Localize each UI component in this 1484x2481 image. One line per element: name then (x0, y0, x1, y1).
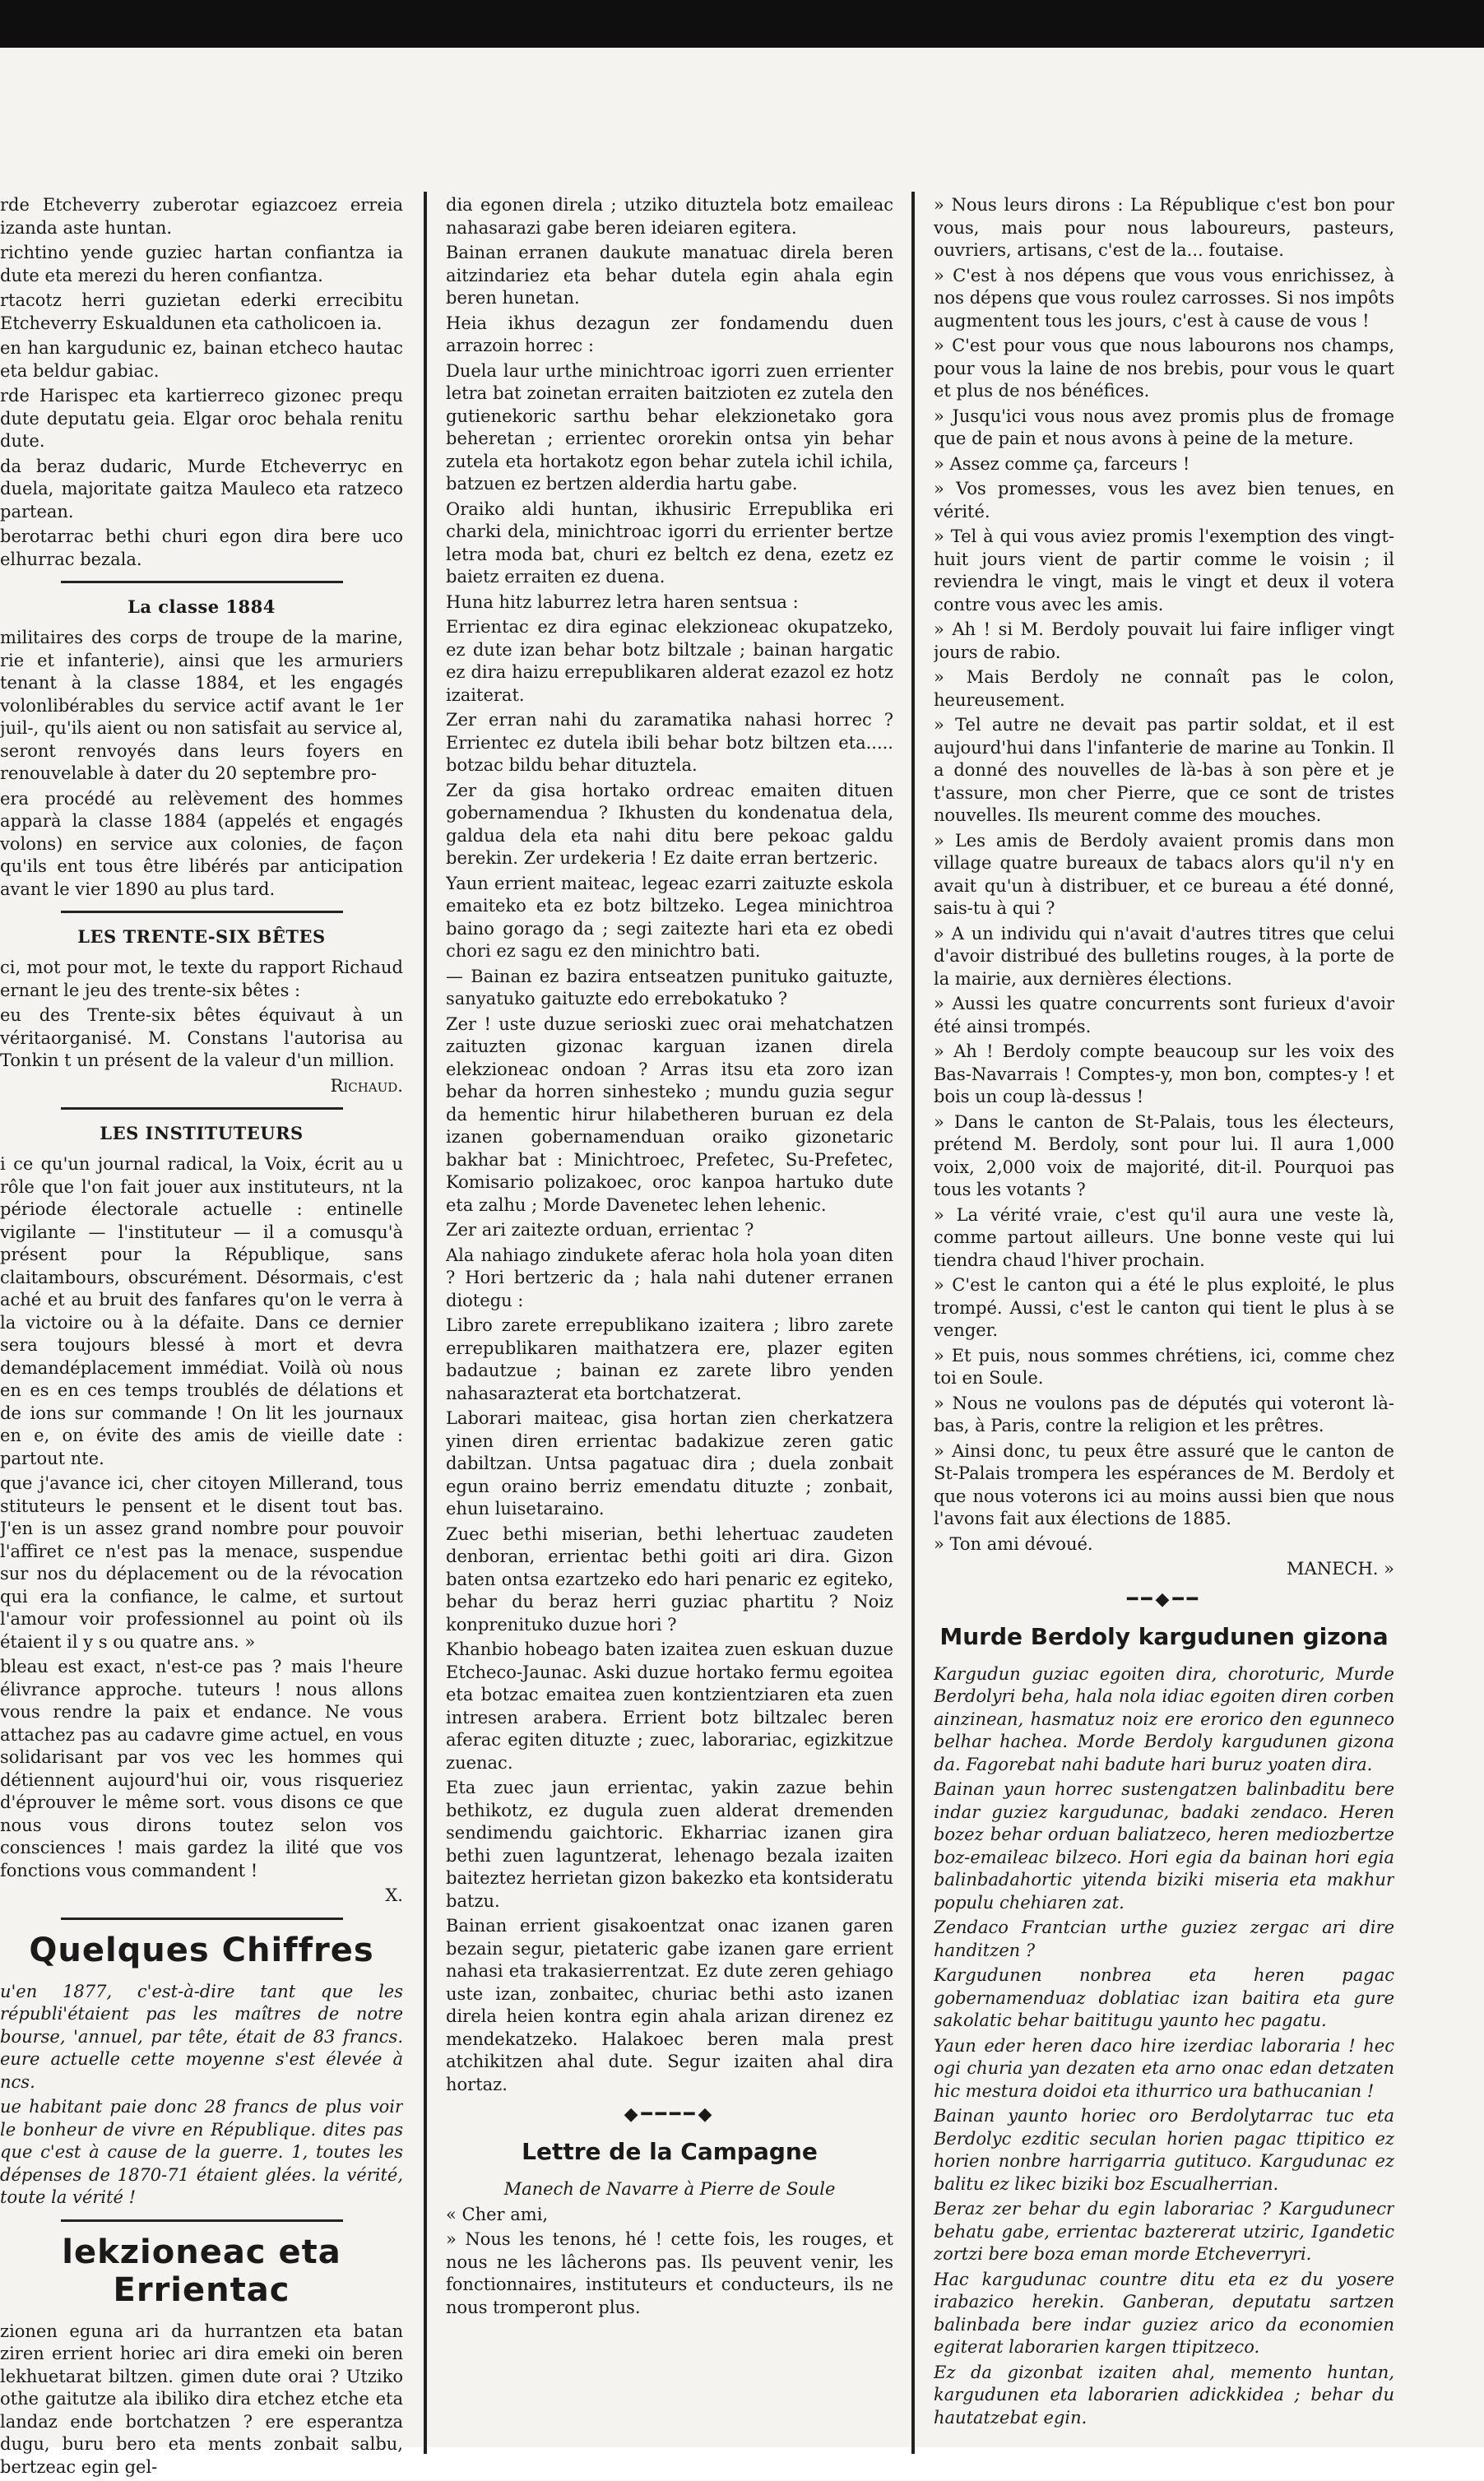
paragraph: eu des Trente-six bêtes équivaut à un véritaorganisé. M. Constans l'autorisa au Tonkin t un présent de la valeur d'un million. (0, 1005, 403, 1070)
signature: X. (385, 1885, 403, 1905)
paragraph: Zer ari zaitezte orduan, errientac ? (446, 1220, 754, 1240)
subtitle: Manech de Navarre à Pierre de Soule (503, 2179, 836, 2199)
section-heading: Murde Berdoly kargudunen gizona (939, 1622, 1389, 1650)
paragraph: Zer da gisa hortako ordreac emaiten dituen gobernamendua ? Ikhusten du kondenatua dela, galdua dela eta nahi ditu bere pekoac galdu berekin. Zer urdekeria ! Ez daite erran bertzeric. (446, 780, 893, 868)
paragraph: Oraiko aldi huntan, ikhusiric Errepublika eri charki dela, minichtroac igorri du errienter bertze letra moda bat, churi ez beltch ez dena, ezetz ez baietz erraiten ez duena. (446, 499, 893, 587)
section-heading: LES INSTITUTEURS (100, 1123, 304, 1143)
paragraph: ue habitant paie donc 28 francs de plus voir le bonheur de vivre en République. dites pas que c'est à cause de la guerre. 1, toutes les dépenses de 1870-71 étaient glées. la vérité, toute la vérité ! (0, 2097, 403, 2207)
paragraph: Bainan yaun horrec sustengatzen balinbaditu bere indar guziez kargudunac, badaki zendaco. Heren bozez behar orduan baliatzeco, heren mediozbertze boz-emaileac bilzeco. Hori egia da bainan hori egia balinbadahortic yitenda biziki miseria eta makhur populu chehiaren zat. (934, 1779, 1394, 1913)
paragraph: berotarrac bethi churi egon dira bere uco elhurrac bezala. (0, 526, 403, 569)
paragraph: Beraz zer behar du egin laborariac ? Kargudunecr behatu gabe, errientac baztererat utziric, Igandetic zortzi bere boza eman morde Etcheverryri. (934, 2199, 1394, 2264)
paragraph: Eta zuec jaun errientac, yakin zazue behin bethikotz, ez dugula zuen alderat dremenden sendimendu gaichtoric. Ekharriac izanen gira bethi zuen laguntzerat, lehenago bezala izaiten baiteztez herrietan gizon bakezko eta kontsideratu batzu. (446, 1778, 893, 1911)
paragraph: » Assez comme ça, farceurs ! (934, 453, 1190, 474)
paragraph: Yaun errient maiteac, legeac ezarri zaituzte eskola emaiteko eta ez botz biltzeko. Legea minichtroa baino gorago da ; segi zaitezte hari eta ez obedi chori ez sagu ez den minichtro bati. (446, 873, 893, 961)
paragraph: ci, mot pour mot, le texte du rapport Richaud ernant le jeu des trente-six bêtes : (0, 958, 403, 1000)
paragraph: rde Harispec eta kartierreco gizonec prequ dute deputatu geia. Elgar oroc behala renitu dute. (0, 386, 403, 451)
paragraph: Bainan yaunto horiec oro Berdolytarrac tuc eta Berdolyc ezditic seculan horien pagac ttipitico ez horien nonbre harrigarria gutituco. Kargudunac ez balitu ez likec biziki boz Escualherrian. (934, 2106, 1394, 2194)
paragraph: « Cher ami, (446, 2204, 549, 2224)
paragraph: Zer erran nahi du zaramatika nahasi horrec ? Errientec ez dutela ibili behar botz biltzen eta..... botzac bildu behar dituztela. (446, 710, 893, 775)
paragraph: u'en 1877, c'est-à-dire tant que les républi'étaient pas les maîtres de notre bourse, 'annuel, par tête, était de 83 francs. eure actuelle cette moyenne s'est élevée à ncs. (0, 1981, 403, 2092)
paragraph: Kargudun guziac egoiten dira, choroturic, Murde Berdolyri beha, hala nola idiac egoiten diren corben ainzinean, hasmatuz noiz ere erorico den egunneco belhar hachea. Morde Berdoly kargudunen gizona da. Fagorebat nahi badute hari buruz yoaten dira. (934, 1663, 1394, 1774)
paragraph: » Ainsi donc, tu peux être assuré que le canton de St-Palais trompera les espérances de M. Berdoly et que nous voterons ici au moins aussi bien que nous l'avons fait aux élections de 1885. (934, 1440, 1394, 1528)
paragraph: en han kargudunic ez, bainan etcheco hautac eta beldur gabiac. (0, 338, 403, 381)
paragraph: Zendaco Frantcian urthe guziez zergac ari dire handitzen ? (934, 1918, 1394, 1960)
paragraph: » La vérité vraie, c'est qu'il aura une veste là, comme partout ailleurs. Une bonne veste qui lui tiendra chaud l'hiver prochain. (934, 1204, 1394, 1270)
section-divider (61, 581, 343, 583)
paragraph: Bainan erranen daukute manatuac direla beren aitzindariez eta behar dutela egin ahala egin beren hunetan. (446, 243, 893, 308)
paragraph: » Et puis, nous sommes chrétiens, ici, comme chez toi en Soule. (934, 1345, 1394, 1388)
paragraph: — Bainan ez bazira entseatzen punituko gaituzte, sanyatuko gaituzte edo errebokatuko ? (446, 966, 893, 1009)
section-divider (61, 1918, 343, 1920)
paragraph: Heia ikhus dezagun zer fondamendu duen arrazoin horrec : (446, 313, 893, 355)
paragraph: » C'est à nos dépens que vous vous enrichissez, à nos dépens que vous roulez carrosses. Si nos impôts augmentent tous les jours, c'est à cause de vous ! (934, 265, 1394, 331)
paragraph: » C'est le canton qui a été le plus exploité, le plus trompé. Aussi, c'est le canton qui tient le plus à se venger. (934, 1275, 1394, 1340)
paragraph: » Les amis de Berdoly avaient promis dans mon village quatre bureaux de tabacs alors qu'il n'y en avait qu'un à distribuer, et ce bureau a été donné, sais-tu à qui ? (934, 830, 1394, 918)
column-3 (934, 194, 1394, 2432)
ornament-divider: ━━◆━━ (1127, 1588, 1201, 1610)
paragraph: » Nous ne voulons pas de députés qui voteront là-bas, à Paris, contre la religion et les prêtres. (934, 1393, 1394, 1435)
paragraph: Ez da gizonbat izaiten ahal, memento huntan, kargudunen eta laborarien adickkidea ; behar du hautatzebat egin. (934, 2362, 1394, 2428)
paragraph: » Dans le canton de St-Palais, tous les électeurs, prétend M. Berdoly, sont pour lui. Il aura 1,000 voix, 2,000 voix de majorité, dit-il. Pourquoi pas tous les votants ? (934, 1111, 1394, 1199)
section-heading: Quelques Chiffres (29, 1931, 374, 1969)
paragraph: richtino yende guziec hartan confiantza ia dute eta merezi du heren confiantza. (0, 243, 403, 285)
paragraph: zionen eguna ari da hurrantzen eta batan ziren errient horiec ari dira emeki oin beren lekhuetarat biltzen. gimen dute orai ? Utziko othe gaitutze ala ibiliko dira etchez etche eta landaz ende bortchatzen ? ere esperantza dugu, buru bero eta ments zonbait salbu, bertzeac egin gel- (0, 2321, 403, 2477)
paragraph: Duela laur urthe minichtroac igorri zuen errienter letra bat zoinetan erraiten baitzioten ez zutela den gutienekoric sarthu behar elekzionetako gora beheretan ; errientec ororekin ontsa yin behar zutela eta hortakotz egon behar zutela ichil ichila, batzuen ez bertzen alderdia hartu gabe. (446, 360, 893, 494)
paragraph: Zuec bethi miserian, bethi lehertuac zaudeten denboran, errientac bethi goiti ari dira. Gizon baten ontsa ezartzeko edo hari penaric ez egiteko, behar du beraz herri guziac phartitu ? Noiz konprenituko duzue hori ? (446, 1523, 893, 1635)
paragraph: Laborari maiteac, gisa hortan zien cherkatzera yinen diren errientac badakizue zeren gatic dabiltzan. Untsa pagatuac dira ; duela zonbait egun oraino berriz emendatu dituzte ; zonbait, ehun luisetaraino. (446, 1408, 893, 1519)
paragraph: da beraz dudaric, Murde Etcheverryc en duela, majoritate gaitza Mauleco eta ratzeco partean. (0, 456, 403, 522)
paragraph: Huna hitz laburrez letra haren sentsua : (446, 591, 799, 612)
paragraph: era procédé au relèvement des hommes apparà la classe 1884 (appelés et engagés volons) en service aux colonies, de façon qu'ils ent tous être libérés par anticipation avant le vier 1890 au plus tard. (0, 788, 403, 899)
section-divider (61, 911, 343, 913)
paragraph: Errientac ez dira eginac elekzioneac okupatzeko, ez dute izan behar botz biltzale ; bainan hargatic ez dira haizu errepublikaren alderat ezazol ez hotz izaiterat. (446, 617, 893, 705)
paragraph: » Jusqu'ici vous nous avez promis plus de fromage que de pain et nous avons à peine de la meture. (934, 406, 1394, 448)
section-divider (61, 2219, 343, 2222)
paragraph: Ala nahiago zindukete aferac hola hola yoan diten ? Hori bertzeric da ; hala nahi dutener erranen diotegu : (446, 1245, 893, 1310)
paragraph: Zer ! uste duzue serioski zuec orai mehatchatzen zaituzten gizonac karguan izanen direla elekzioneac ondoan ? Arras itsu eta zoro izan behar da horren sinhesteko ; mundu guzia segur da hementic hirur hilabetheren buruan ez dela izanen gobernamenduan oraiko gizonetaric bakhar bat : Minichtroec, Prefetec, Su-Prefetec, Komisario polizakoec, oroc kanpoa hartuko dute eta zalhu ; Morde Davenetec lehen lehenic. (446, 1013, 893, 1215)
paragraph: bleau est exact, n'est-ce pas ? mais l'heure élivrance approche. tuteurs ! nous allons vous rendre la paix et endance. Ne vous attachez pas au cadavre gime actuel, en vous solidarisant par vos vec les hommes qui détiennent aujourd'hui oir, vous risqueriez d'éprouver le même sort. vous disons ce que nous vous dirons toutez selon vos consciences ! mais gardez la ilité que vos fonctions vous commandent ! (0, 1657, 403, 1880)
section-heading: Lettre de la Campagne (522, 2138, 818, 2165)
column-rule (424, 192, 427, 2454)
paragraph: rtacotz herri guzietan ederki errecibitu Etcheverry Eskualdunen eta catholicoen ia. (0, 290, 403, 333)
top-black-bar (0, 0, 1484, 48)
section-heading: LES TRENTE-SIX BÊTES (77, 926, 326, 947)
paragraph: » Aussi les quatre concurrents sont furieux d'avoir été ainsi trompés. (934, 994, 1394, 1036)
signature: Richaud. (330, 1075, 403, 1096)
paragraph: » A un individu qui n'avait d'autres titres que celui d'avoir distribué des bulletins rouges, à la porte de la mairie, aux dernières élections. (934, 923, 1394, 989)
paragraph: rde Etcheverry zuberotar egiazcoez erreia izanda aste huntan. (0, 195, 403, 238)
paragraph: militaires des corps de troupe de la marine, rie et infanterie), ainsi que les armuriers tenant à la classe 1884, et les engagés volonlibérables du service actif avant le 1er juil-, qu'ils aient ou non satisfait au service al, seront renvoyés dans leurs foyers en renouvelable à dater du 20 septembre pro- (0, 628, 403, 783)
ornament-divider: ◆━━━━◆ (624, 2104, 716, 2125)
paragraph: » Ton ami dévoué. (934, 1533, 1093, 1554)
paragraph: dia egonen direla ; utziko dituztela botz emaileac nahasarazi gabe beren ideiaren egitera. (446, 195, 893, 238)
paragraph: » Vos promesses, vous les avez bien tenues, en vérité. (934, 479, 1394, 522)
newspaper-page (0, 48, 1484, 2477)
paragraph: » Nous leurs dirons : La République c'est bon pour vous, mais pour nous laboureurs, pasteurs, ouvriers, artisans, c'est de la... foutaise. (934, 195, 1394, 260)
paragraph: Kargudunen nonbrea eta heren pagac gobernamenduaz doblatiac izan baitira eta gure sakolatic behar baititugu yaunto hec pagatu. (934, 1965, 1394, 2030)
paragraph: Yaun eder heren daco hire izerdiac laboraria ! hec ogi churia yan dezaten eta arno onac edan detzaten hic mestura doidoi eta ithurrico ura bathucanian ! (934, 2035, 1394, 2101)
paragraph: Hac kargudunac countre ditu eta ez du yosere irabazico herekin. Ganberan, deputatu sartzen balinbada bere indar guziez arico da economien egiterat laborarien kargen ttipitzeco. (934, 2269, 1394, 2357)
section-heading: La classe 1884 (128, 596, 276, 617)
paragraph: » Tel à qui vous aviez promis l'exemption des vingt-huit jours vient de partir comme le voisin ; il reviendra le vingt, mais le vingt et deux il votera contre vous avec les amis. (934, 526, 1394, 614)
signature: MANECH. » (1287, 1559, 1394, 1579)
paragraph: » Ah ! Berdoly compte beaucoup sur les voix des Bas-Navarrais ! Comptes-y, mon bon, comptes-y ! et bois un coup là-dessus ! (934, 1041, 1394, 1106)
paragraph: que j'avance ici, cher citoyen Millerand, tous stituteurs le pensent et le disent tout bas. J'en is un assez grand nombre pour pouvoir l'affiret ce n'est pas la menace, suspendue sur nos du déplacement ou de la révocation qui era la confiance, le calme, et surtout l'amour voir professionnel au point où ils étaient il y s ou quatre ans. » (0, 1473, 403, 1652)
paragraph: » C'est pour vous que nous labourons nos champs, pour vous la laine de nos brebis, pour vous le quart et plus de nos bénéfices. (934, 336, 1394, 401)
paragraph: Bainan errient gisakoentzat onac izanen garen bezain segur, pietateric gabe izanen gare errient nahasi eta trakasierrentzat. Ez dute zeren gehiago uste izan, zonbaitec, churiac bethi asto izanen direla heien kontra egin ahala arizan direnez ez mendekatzeko. Halakoec beren mala prest atchikitzen ahal dute. Segur izaiten ahal dira hortaz. (446, 1916, 893, 2094)
paragraph: Khanbio hobeago baten izaitea zuen eskuan duzue Etcheco-Jaunac. Aski duzue hortako fermu egoitea eta botzac emaitea zuen kontzientziaren eta zuen intresen arabera. Errient botz biltzalec beren aferac egiten dituzte ; zuec, laborariac, egizkitzue zuenac. (446, 1639, 893, 1773)
column-1 (0, 194, 403, 2481)
section-divider (61, 1107, 343, 1110)
paragraph: » Ah ! si M. Berdoly pouvait lui faire infliger vingt jours de rabio. (934, 619, 1394, 662)
paragraph: Libro zarete errepublikano izaitera ; libro zarete errepublikaren maithatzera ere, plazer egiten badautzue ; bainan ez zarete libro yenden nahasarazterat eta bortchatzerat. (446, 1315, 893, 1403)
column-2 (446, 194, 893, 2321)
paragraph: » Mais Berdoly ne connaît pas le colon, heureusement. (934, 667, 1394, 710)
paragraph: i ce qu'un journal radical, la Voix, écrit au u rôle que l'on fait jouer aux instituteurs, nt la période électorale actuelle : entinelle vigilante — l'instituteur — il a comusqu'à présent pour la République, sans claitambours, obscurément. Désormais, c'est aché et au bruit des fanfares qu'on le verra à la victoire ou à la défaite. Dans ce dernier sera toujours blessé à mort et devra demandéplacement immédiat. Voilà où nous en es en ces temps troublés de délations et de ions sur commande ! On lit les journaux en e, on évite des amis de vieille date : partout nte. (0, 1154, 403, 1468)
paragraph: » Nous les tenons, hé ! cette fois, les rouges, et nous ne les lâcherons pas. Ils peuvent venir, les fonctionnaires, instituteurs et conducteurs, ils ne nous tromperont plus. (446, 2229, 893, 2317)
paragraph: » Tel autre ne devait pas partir soldat, et il est aujourd'hui dans l'infanterie de marine au Tonkin. Il a donné des nouvelles de là-bas à son père et je t'assure, mon cher Pierre, que ce sont de tristes nouvelles. Ils meurent comme des mouches. (934, 715, 1394, 825)
section-heading: lekzioneac eta Errientac (62, 2233, 341, 2309)
column-rule (911, 192, 915, 2454)
